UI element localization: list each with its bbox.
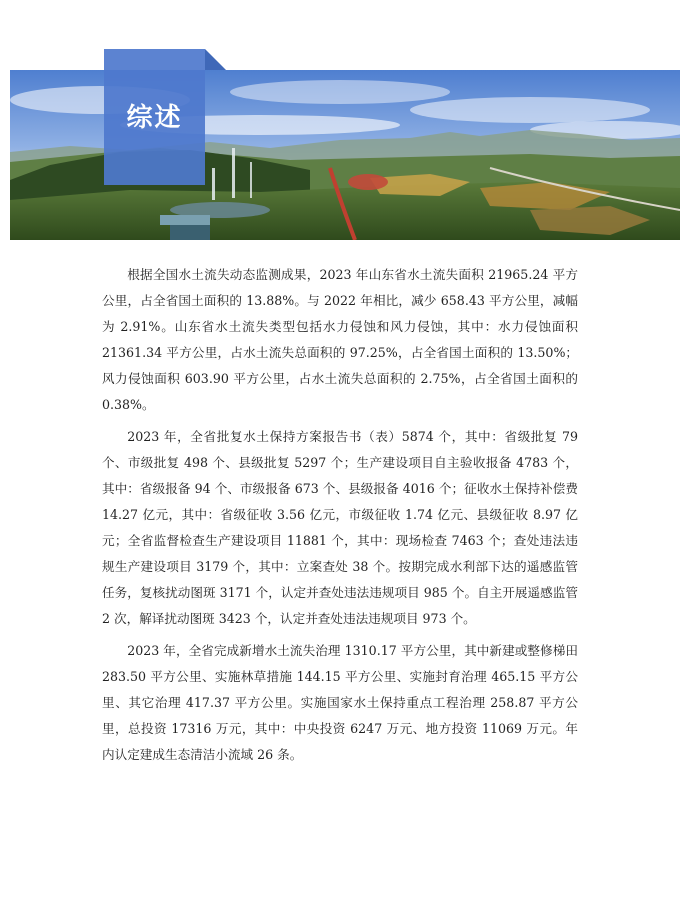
section-title-tab <box>104 49 205 185</box>
section-title: 综述 <box>126 103 183 133</box>
paragraph-governance: 2023 年，全省完成新增水土流失治理 1310.17 平方公里，其中新建或整修梯田 283.50 平方公里、实施林草措施 144.15 平方公里、实施封育治理 465.15 平方公里、其它治理 417.37 平方公里。实施国家水土保持重点工程治理 258.87 平方公里，总投资 17316 万元，其中：中央投资 6247 万元、地方投资 11069 万元。年内认定建成生态清洁小流域 26 条。 <box>102 643 578 762</box>
body-content <box>102 262 578 774</box>
title-tab-fold <box>205 49 226 70</box>
paragraph-soil-erosion-status: 根据全国水土流失动态监测成果，2023 年山东省水土流失面积 21965.24 平方公里，占全省国土面积的 13.88%。与 2022 年相比，减少 658.43 平方公里，减幅为 2.91%。山东省水土流失类型包括水力侵蚀和风力侵蚀，其中：水力侵蚀面积 21361.34 平方公里，占水土流失总面积的 97.25%，占全省国土面积的 13.50%；风力侵蚀面积 603.90 平方公里，占水土流失总面积的 2.75%，占全省国土面积的 0.38%。 <box>102 267 578 412</box>
paragraph-supervision: 2023 年，全省批复水土保持方案报告书（表）5874 个，其中：省级批复 79 个、市级批复 498 个、县级批复 5297 个；生产建设项目自主验收报备 4783 个，其中：省级报备 94 个、市级报备 673 个、县级报备 4016 个；征收水土保持补偿费 14.27 亿元，其中：省级征收 3.56 亿元，市级征收 1.74 亿元、县级征收 8.97 亿元；全省监督检查生产建设项目 11881 个，其中：现场检查 7463 个；查处违法违规生产建设项目 3179 个，其中：立案查处 38 个。按期完成水利部下达的遥感监管任务，复核扰动图斑 3171 个，认定并查处违法违规项目 985 个。自主开展遥感监管 2 次，解译扰动图斑 3423 个，认定并查处违法违规项目 973 个。 <box>102 429 578 626</box>
